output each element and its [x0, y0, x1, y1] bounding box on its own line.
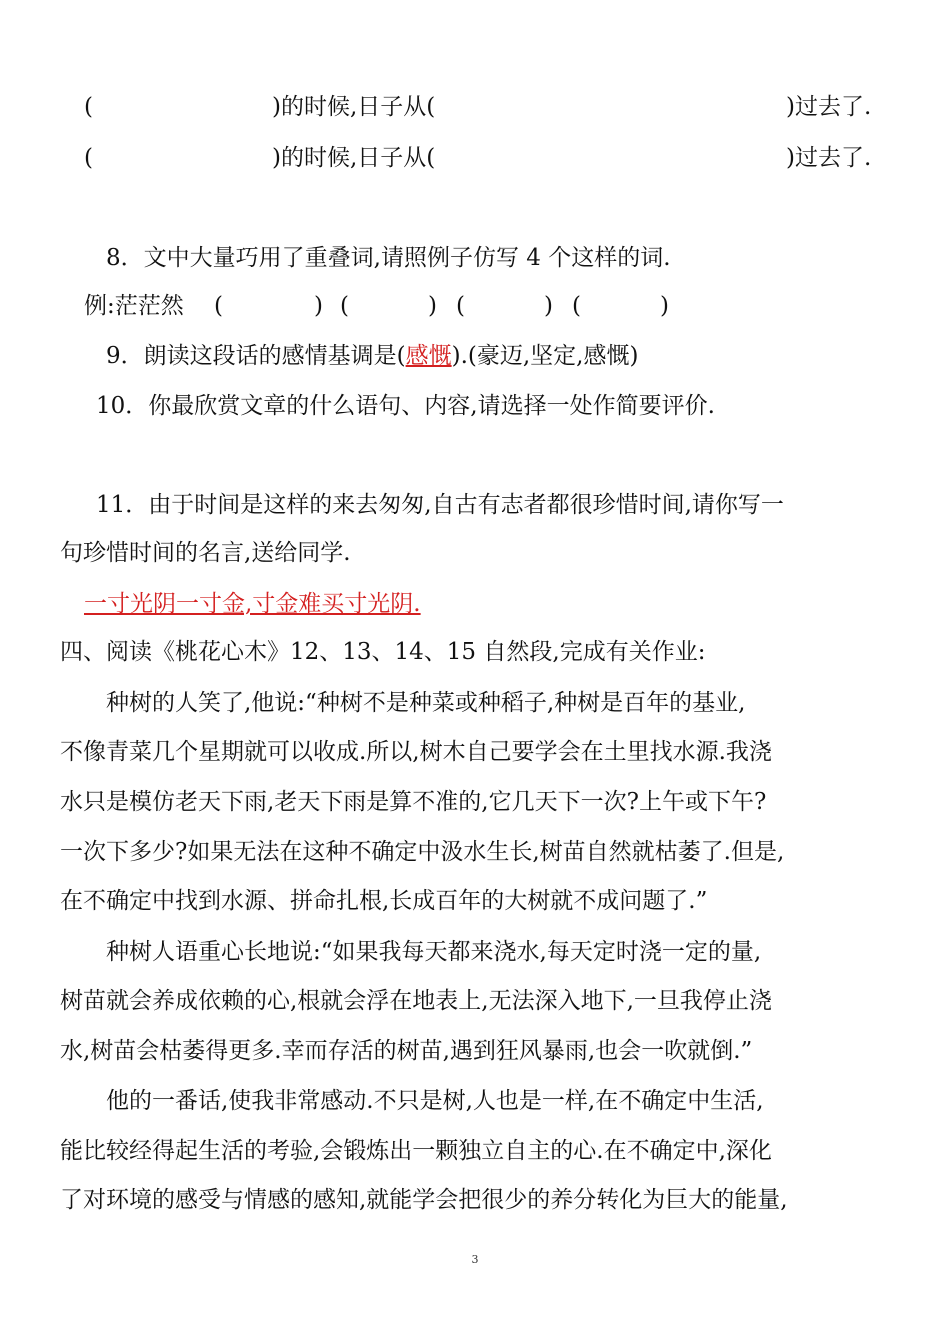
fill-line-2-mid: )的时候,日子从(: [272, 145, 436, 171]
paragraph-line: 种树人语重心长地说:“如果我每天都来浇水,每天定时浇一定的量,: [106, 939, 762, 965]
paragraph-line: 种树的人笑了,他说:“种树不是种菜或种稻子,种树是百年的基业,: [106, 690, 746, 716]
q8-blank-close-2: ): [428, 293, 437, 319]
question-11-answer: 一寸光阴一寸金,寸金难买寸光阴.: [84, 591, 421, 617]
question-9: [106, 341, 638, 371]
paragraph-line: 树苗就会养成依赖的心,根就会浮在地表上,无法深入地下,一旦我停止浇: [60, 988, 772, 1014]
fill-line-2-open: (: [84, 145, 93, 171]
fill-line-1-open: (: [84, 94, 93, 120]
section-4-heading: 四、阅读《桃花心木》12、13、14、15 自然段,完成有关作业:: [60, 639, 706, 665]
paragraph-line: 他的一番话,使我非常感动.不只是树,人也是一样,在不确定中生活,: [106, 1088, 764, 1114]
paragraph-line: 能比较经得起生活的考验,会锻炼出一颗独立自主的心.在不确定中,深化: [60, 1138, 772, 1164]
q8-blank-open-3: (: [456, 293, 465, 319]
page-number: 3: [471, 1253, 479, 1266]
q8-blank-open-2: (: [340, 293, 349, 319]
question-11-line-2: 句珍惜时间的名言,送给同学.: [60, 540, 351, 566]
paragraph-line: 在不确定中找到水源、拼命扎根,长成百年的大树就不成问题了.”: [60, 888, 708, 914]
question-10: 10．你最欣赏文章的什么语句、内容,请选择一处作简要评价.: [96, 393, 715, 419]
fill-line-1-mid: )的时候,日子从(: [272, 94, 436, 120]
q8-blank-open-1: (: [214, 293, 223, 319]
question-11-line-1: 11．由于时间是这样的来去匆匆,自古有志者都很珍惜时间,请你写一: [96, 492, 784, 518]
q9-answer: 感慨: [405, 343, 452, 369]
fill-line-1-end: )过去了.: [786, 94, 872, 120]
q8-example-label: 例:茫茫然: [84, 293, 184, 319]
q8-blank-close-1: ): [314, 293, 323, 319]
paragraph-line: 了对环境的感受与情感的感知,就能学会把很少的养分转化为巨大的能量,: [60, 1187, 788, 1213]
q8-blank-open-4: (: [572, 293, 581, 319]
paragraph-line: 不像青菜几个星期就可以收成.所以,树木自己要学会在土里找水源.我浇: [60, 739, 772, 765]
fill-line-2-end: )过去了.: [786, 145, 872, 171]
question-8: 8．文中大量巧用了重叠词,请照例子仿写 4 个这样的词.: [106, 245, 671, 271]
q8-blank-close-4: ): [660, 293, 669, 319]
q8-blank-close-3: ): [544, 293, 553, 319]
paragraph-line: 水,树苗会枯萎得更多.幸而存活的树苗,遇到狂风暴雨,也会一吹就倒.”: [60, 1038, 753, 1064]
paragraph-line: 一次下多少?如果无法在这种不确定中汲水生长,树苗自然就枯萎了.但是,: [60, 839, 785, 865]
q9-prefix: 9．朗读这段话的感情基调是(: [106, 343, 406, 369]
q9-suffix: ).(豪迈,坚定,感慨): [451, 343, 639, 369]
paragraph-line: 水只是模仿老天下雨,老天下雨是算不准的,它几天下一次?上午或下午?: [60, 789, 767, 815]
